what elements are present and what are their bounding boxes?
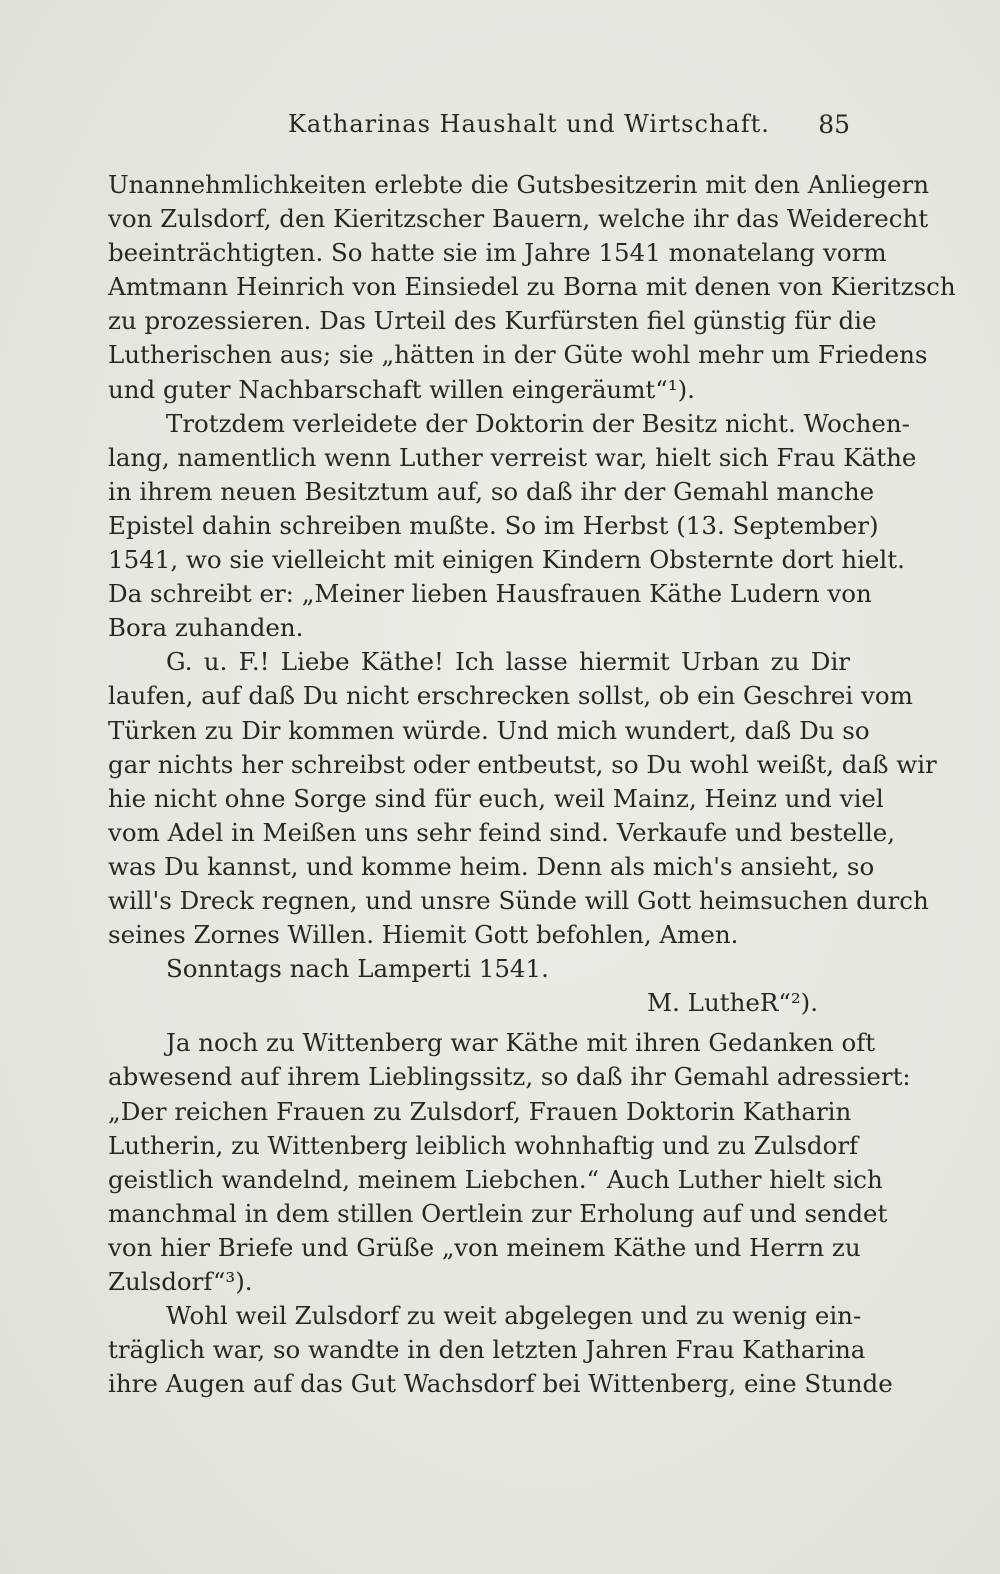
paragraph [108, 986, 850, 1020]
page-header [108, 110, 850, 150]
paragraph [108, 952, 850, 986]
text-line: Zulsdorf“³). [108, 1267, 253, 1296]
text-line: gar nichts her schreibst oder entbeutst, so Du wohl weißt, daß wir [108, 749, 937, 779]
text-line: Unannehmlichkeiten erlebte die Gutsbesitzerin mit den Anliegern [108, 170, 930, 199]
text-line: Da schreibt er: „Meiner lieben Hausfrauen Käthe Ludern von [108, 579, 872, 609]
text-line: Lutherischen aus; sie „hätten in der Güte wohl mehr um Friedens [108, 340, 928, 370]
text-line: und guter Nachbarschaft willen eingeräumt“¹). [108, 374, 695, 404]
text-line: Amtmann Heinrich von Einsiedel zu Borna mit denen von Kieritzsch [108, 272, 956, 302]
text-line: von hier Briefe und Grüße „von meinem Käthe und Herrn zu [108, 1232, 861, 1262]
text-line: träglich war, so wandte in den letzten Jahren Frau Katharina [108, 1335, 866, 1365]
page-number: 85 [818, 110, 850, 139]
text-line: „Der reichen Frauen zu Zulsdorf, Frauen Doktorin Katharin [108, 1096, 852, 1126]
text-line: ihre Augen auf das Gut Wachsdorf bei Wittenberg, eine Stunde [108, 1369, 893, 1399]
text-line: will's Dreck regnen, und unsre Sünde will Gott heimsuchen durch [108, 885, 929, 915]
text-line: Sonntags nach Lamperti 1541. [166, 954, 549, 984]
text-line: manchmal in dem stillen Oertlein zur Erholung auf und sendet [108, 1198, 888, 1228]
text-line: hie nicht ohne Sorge sind für euch, weil Mainz, Heinz und viel [108, 783, 884, 813]
body-text [108, 168, 956, 1401]
text-line: Epistel dahin schreiben mußte. So im Herbst (13. September) [108, 510, 879, 540]
text-line: M. LutheR“²). [647, 988, 818, 1018]
paragraph [108, 168, 956, 407]
text-line: beeinträchtigten. So hatte sie im Jahre 1541 monatelang vorm [108, 238, 887, 268]
text-line: G. u. F.! Liebe Käthe! Ich lasse hiermit Urban zu Dir [166, 647, 850, 677]
text-line: lang, namentlich wenn Luther verreist war, hielt sich Frau Käthe [108, 442, 917, 472]
paragraph [108, 407, 917, 646]
text-line: was Du kannst, und komme heim. Denn als mich's ansieht, so [108, 851, 875, 881]
running-title: Katharinas Haushalt und Wirtschaft. [288, 110, 770, 138]
paragraph [108, 1299, 893, 1401]
text-line: zu prozessieren. Das Urteil des Kurfürsten fiel günstig für die [108, 306, 877, 336]
text-line: Lutherin, zu Wittenberg leiblich wohnhaftig und zu Zulsdorf [108, 1130, 859, 1160]
text-line: von Zulsdorf, den Kieritzscher Bauern, welche ihr das Weiderecht [108, 204, 929, 234]
paragraph [108, 1026, 911, 1299]
text-line: 1541, wo sie vielleicht mit einigen Kindern Obsternte dort hielt. [108, 545, 905, 575]
text-line: laufen, auf daß Du nicht erschrecken sollst, ob ein Geschrei vom [108, 681, 913, 711]
text-line: geistlich wandelnd, meinem Liebchen.“ Auch Luther hielt sich [108, 1164, 883, 1194]
text-line: vom Adel in Meißen uns sehr feind sind. Verkaufe und bestelle, [108, 817, 896, 847]
text-line: abwesend auf ihrem Lieblingssitz, so daß ihr Gemahl adressiert: [108, 1062, 911, 1092]
text-line: Ja noch zu Wittenberg war Käthe mit ihren Gedanken oft [166, 1028, 876, 1058]
text-line: in ihrem neuen Besitztum auf, so daß ihr der Gemahl manche [108, 476, 875, 506]
text-line: Bora zuhanden. [108, 613, 304, 643]
text-line: Türken zu Dir kommen würde. Und mich wundert, daß Du so [108, 715, 870, 745]
text-line: Trotzdem verleidete der Doktorin der Besitz nicht. Wochen- [166, 408, 910, 438]
text-line: Wohl weil Zulsdorf zu weit abgelegen und zu wenig ein- [166, 1301, 862, 1331]
text-line: seines Zornes Willen. Hiemit Gott befohlen, Amen. [108, 920, 739, 950]
paragraph [108, 645, 937, 952]
